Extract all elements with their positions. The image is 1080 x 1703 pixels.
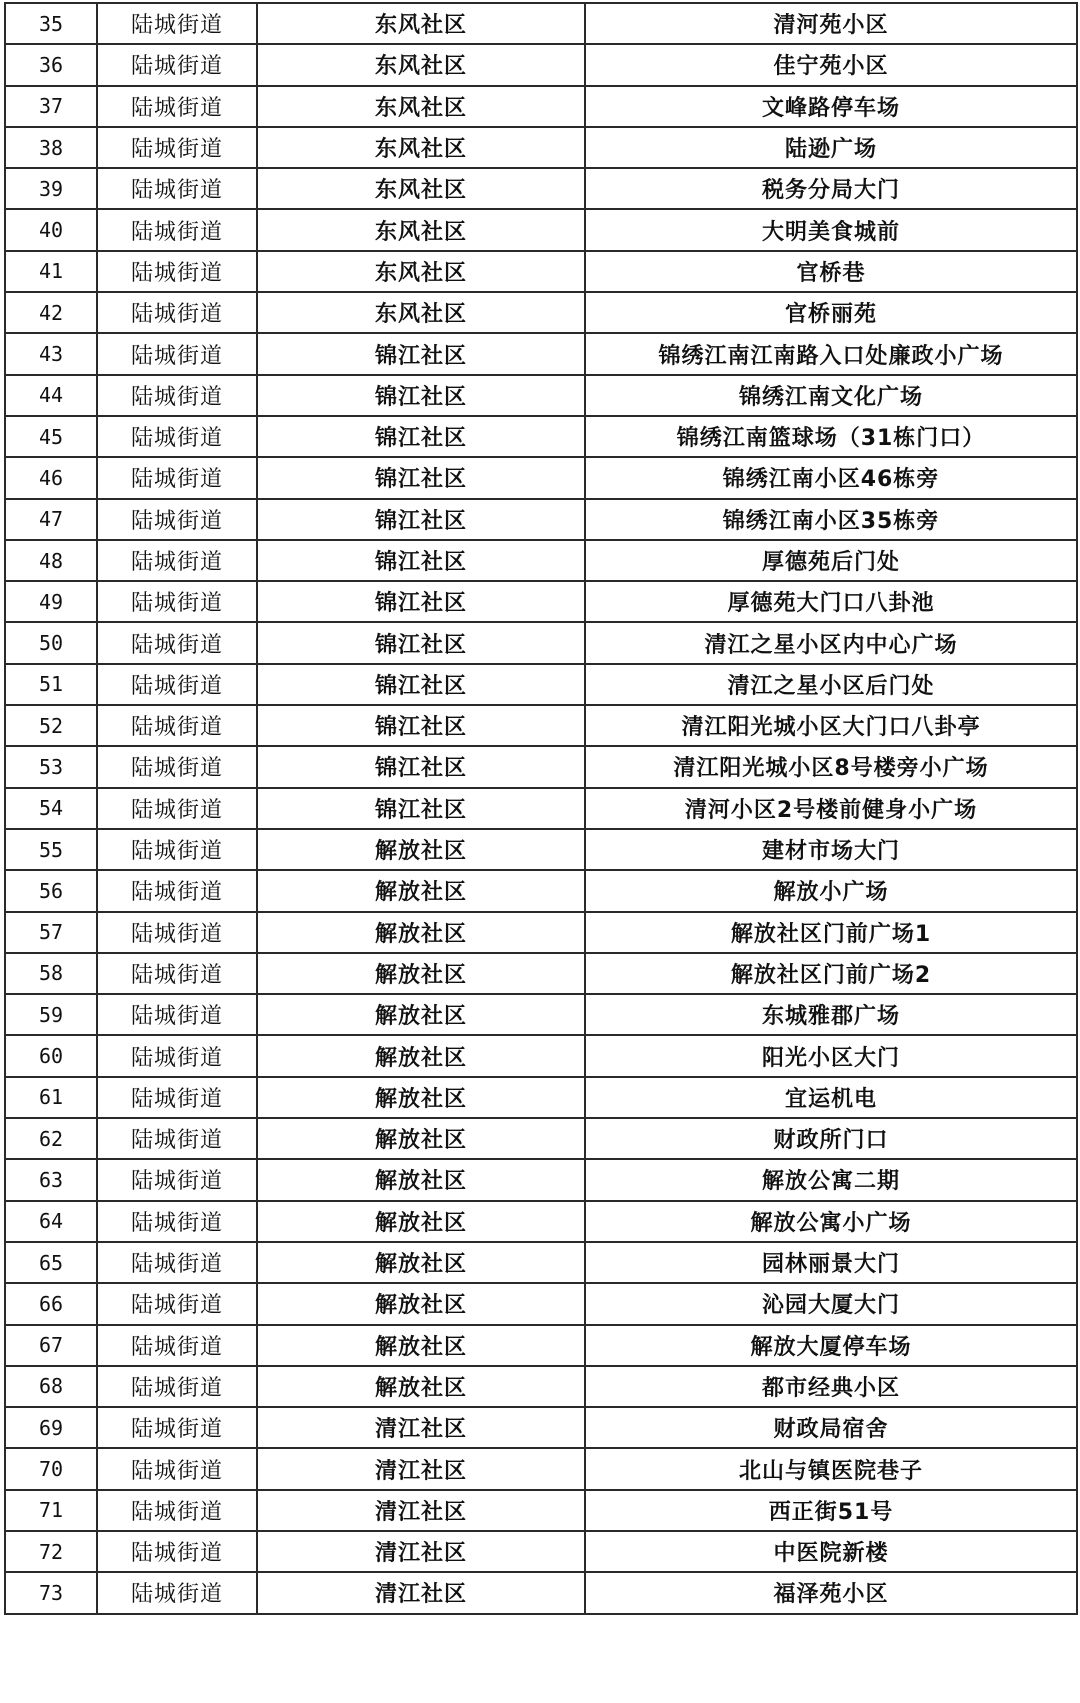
row-number-cell: 42 bbox=[5, 292, 97, 333]
community-cell: 锦江社区 bbox=[257, 705, 585, 746]
street-cell: 陆城街道 bbox=[97, 870, 257, 911]
row-number-cell: 59 bbox=[5, 994, 97, 1035]
table-row bbox=[5, 994, 1077, 1035]
location-cell: 锦绣江南小区46栋旁 bbox=[585, 457, 1077, 498]
table-row bbox=[5, 209, 1077, 250]
row-number-cell: 68 bbox=[5, 1366, 97, 1407]
table-row bbox=[5, 953, 1077, 994]
community-cell: 清江社区 bbox=[257, 1572, 585, 1613]
community-cell: 解放社区 bbox=[257, 1077, 585, 1118]
location-cell: 解放社区门前广场2 bbox=[585, 953, 1077, 994]
street-cell: 陆城街道 bbox=[97, 1035, 257, 1076]
location-cell: 文峰路停车场 bbox=[585, 86, 1077, 127]
table-row bbox=[5, 86, 1077, 127]
row-number-cell: 44 bbox=[5, 375, 97, 416]
table-row bbox=[5, 1448, 1077, 1489]
community-cell: 清江社区 bbox=[257, 1490, 585, 1531]
community-cell: 锦江社区 bbox=[257, 499, 585, 540]
location-cell: 北山与镇医院巷子 bbox=[585, 1448, 1077, 1489]
table-row bbox=[5, 788, 1077, 829]
community-cell: 解放社区 bbox=[257, 1325, 585, 1366]
location-cell: 东城雅郡广场 bbox=[585, 994, 1077, 1035]
street-cell: 陆城街道 bbox=[97, 499, 257, 540]
location-cell: 解放小广场 bbox=[585, 870, 1077, 911]
table-row bbox=[5, 375, 1077, 416]
table-row bbox=[5, 499, 1077, 540]
street-cell: 陆城街道 bbox=[97, 1201, 257, 1242]
community-cell: 东风社区 bbox=[257, 168, 585, 209]
location-cell: 清江阳光城小区8号楼旁小广场 bbox=[585, 746, 1077, 787]
street-cell: 陆城街道 bbox=[97, 705, 257, 746]
community-cell: 锦江社区 bbox=[257, 581, 585, 622]
row-number-cell: 41 bbox=[5, 251, 97, 292]
street-cell: 陆城街道 bbox=[97, 1077, 257, 1118]
community-cell: 东风社区 bbox=[257, 127, 585, 168]
row-number-cell: 58 bbox=[5, 953, 97, 994]
table-row bbox=[5, 44, 1077, 85]
row-number-cell: 62 bbox=[5, 1118, 97, 1159]
community-cell: 解放社区 bbox=[257, 1366, 585, 1407]
row-number-cell: 55 bbox=[5, 829, 97, 870]
street-cell: 陆城街道 bbox=[97, 209, 257, 250]
table-row bbox=[5, 1366, 1077, 1407]
location-cell: 解放公寓小广场 bbox=[585, 1201, 1077, 1242]
row-number-cell: 63 bbox=[5, 1159, 97, 1200]
street-cell: 陆城街道 bbox=[97, 664, 257, 705]
table-body bbox=[5, 3, 1077, 1614]
location-cell: 都市经典小区 bbox=[585, 1366, 1077, 1407]
street-cell: 陆城街道 bbox=[97, 1283, 257, 1324]
table-row bbox=[5, 1201, 1077, 1242]
street-cell: 陆城街道 bbox=[97, 86, 257, 127]
location-cell: 解放公寓二期 bbox=[585, 1159, 1077, 1200]
community-cell: 解放社区 bbox=[257, 1283, 585, 1324]
table-row bbox=[5, 1035, 1077, 1076]
location-cell: 解放社区门前广场1 bbox=[585, 912, 1077, 953]
community-cell: 解放社区 bbox=[257, 1201, 585, 1242]
community-cell: 解放社区 bbox=[257, 829, 585, 870]
street-cell: 陆城街道 bbox=[97, 1366, 257, 1407]
community-cell: 锦江社区 bbox=[257, 457, 585, 498]
community-cell: 东风社区 bbox=[257, 292, 585, 333]
community-cell: 锦江社区 bbox=[257, 664, 585, 705]
street-cell: 陆城街道 bbox=[97, 292, 257, 333]
row-number-cell: 48 bbox=[5, 540, 97, 581]
row-number-cell: 66 bbox=[5, 1283, 97, 1324]
row-number-cell: 61 bbox=[5, 1077, 97, 1118]
community-cell: 东风社区 bbox=[257, 3, 585, 44]
table-row bbox=[5, 870, 1077, 911]
location-cell: 建材市场大门 bbox=[585, 829, 1077, 870]
row-number-cell: 73 bbox=[5, 1572, 97, 1613]
table-row bbox=[5, 251, 1077, 292]
table-row bbox=[5, 1159, 1077, 1200]
row-number-cell: 36 bbox=[5, 44, 97, 85]
table-row bbox=[5, 829, 1077, 870]
community-cell: 解放社区 bbox=[257, 953, 585, 994]
community-cell: 解放社区 bbox=[257, 1159, 585, 1200]
community-cell: 锦江社区 bbox=[257, 375, 585, 416]
location-cell: 园林丽景大门 bbox=[585, 1242, 1077, 1283]
location-cell: 锦绣江南小区35栋旁 bbox=[585, 499, 1077, 540]
street-cell: 陆城街道 bbox=[97, 457, 257, 498]
row-number-cell: 65 bbox=[5, 1242, 97, 1283]
community-cell: 锦江社区 bbox=[257, 746, 585, 787]
community-cell: 东风社区 bbox=[257, 44, 585, 85]
location-cell: 解放大厦停车场 bbox=[585, 1325, 1077, 1366]
street-cell: 陆城街道 bbox=[97, 127, 257, 168]
row-number-cell: 54 bbox=[5, 788, 97, 829]
table-row bbox=[5, 127, 1077, 168]
row-number-cell: 57 bbox=[5, 912, 97, 953]
row-number-cell: 56 bbox=[5, 870, 97, 911]
community-cell: 锦江社区 bbox=[257, 333, 585, 374]
row-number-cell: 72 bbox=[5, 1531, 97, 1572]
location-cell: 财政局宿舍 bbox=[585, 1407, 1077, 1448]
table-row bbox=[5, 1242, 1077, 1283]
community-cell: 解放社区 bbox=[257, 994, 585, 1035]
street-cell: 陆城街道 bbox=[97, 994, 257, 1035]
community-cell: 锦江社区 bbox=[257, 622, 585, 663]
table-row bbox=[5, 1283, 1077, 1324]
community-cell: 清江社区 bbox=[257, 1531, 585, 1572]
row-number-cell: 51 bbox=[5, 664, 97, 705]
row-number-cell: 71 bbox=[5, 1490, 97, 1531]
location-cell: 清河小区2号楼前健身小广场 bbox=[585, 788, 1077, 829]
community-cell: 清江社区 bbox=[257, 1407, 585, 1448]
location-cell: 中医院新楼 bbox=[585, 1531, 1077, 1572]
street-cell: 陆城街道 bbox=[97, 1159, 257, 1200]
table-row bbox=[5, 912, 1077, 953]
community-cell: 解放社区 bbox=[257, 1118, 585, 1159]
community-cell: 解放社区 bbox=[257, 1035, 585, 1076]
location-cell: 清江阳光城小区大门口八卦亭 bbox=[585, 705, 1077, 746]
row-number-cell: 69 bbox=[5, 1407, 97, 1448]
row-number-cell: 40 bbox=[5, 209, 97, 250]
community-cell: 锦江社区 bbox=[257, 416, 585, 457]
table-row bbox=[5, 416, 1077, 457]
community-cell: 解放社区 bbox=[257, 912, 585, 953]
table-row bbox=[5, 746, 1077, 787]
street-cell: 陆城街道 bbox=[97, 251, 257, 292]
row-number-cell: 67 bbox=[5, 1325, 97, 1366]
table-row bbox=[5, 168, 1077, 209]
row-number-cell: 43 bbox=[5, 333, 97, 374]
street-cell: 陆城街道 bbox=[97, 1118, 257, 1159]
row-number-cell: 35 bbox=[5, 3, 97, 44]
street-cell: 陆城街道 bbox=[97, 1448, 257, 1489]
location-cell: 锦绣江南江南路入口处廉政小广场 bbox=[585, 333, 1077, 374]
row-number-cell: 60 bbox=[5, 1035, 97, 1076]
street-cell: 陆城街道 bbox=[97, 746, 257, 787]
street-cell: 陆城街道 bbox=[97, 44, 257, 85]
location-cell: 官桥丽苑 bbox=[585, 292, 1077, 333]
table-row bbox=[5, 1490, 1077, 1531]
location-table bbox=[4, 2, 1078, 1615]
row-number-cell: 53 bbox=[5, 746, 97, 787]
row-number-cell: 39 bbox=[5, 168, 97, 209]
street-cell: 陆城街道 bbox=[97, 168, 257, 209]
street-cell: 陆城街道 bbox=[97, 788, 257, 829]
row-number-cell: 70 bbox=[5, 1448, 97, 1489]
table-row bbox=[5, 1407, 1077, 1448]
table-row bbox=[5, 1531, 1077, 1572]
row-number-cell: 45 bbox=[5, 416, 97, 457]
table-row bbox=[5, 540, 1077, 581]
street-cell: 陆城街道 bbox=[97, 416, 257, 457]
street-cell: 陆城街道 bbox=[97, 1572, 257, 1613]
table-row bbox=[5, 622, 1077, 663]
location-cell: 清江之星小区内中心广场 bbox=[585, 622, 1077, 663]
street-cell: 陆城街道 bbox=[97, 1242, 257, 1283]
community-cell: 解放社区 bbox=[257, 1242, 585, 1283]
community-cell: 东风社区 bbox=[257, 86, 585, 127]
street-cell: 陆城街道 bbox=[97, 1531, 257, 1572]
community-cell: 清江社区 bbox=[257, 1448, 585, 1489]
table-row bbox=[5, 292, 1077, 333]
table-row bbox=[5, 705, 1077, 746]
street-cell: 陆城街道 bbox=[97, 953, 257, 994]
row-number-cell: 64 bbox=[5, 1201, 97, 1242]
location-cell: 税务分局大门 bbox=[585, 168, 1077, 209]
street-cell: 陆城街道 bbox=[97, 829, 257, 870]
table-row bbox=[5, 333, 1077, 374]
street-cell: 陆城街道 bbox=[97, 375, 257, 416]
street-cell: 陆城街道 bbox=[97, 1325, 257, 1366]
location-cell: 西正街51号 bbox=[585, 1490, 1077, 1531]
community-cell: 锦江社区 bbox=[257, 788, 585, 829]
location-cell: 陆逊广场 bbox=[585, 127, 1077, 168]
street-cell: 陆城街道 bbox=[97, 333, 257, 374]
table-row bbox=[5, 1572, 1077, 1613]
location-cell: 阳光小区大门 bbox=[585, 1035, 1077, 1076]
table-row bbox=[5, 1325, 1077, 1366]
location-cell: 大明美食城前 bbox=[585, 209, 1077, 250]
location-cell: 沁园大厦大门 bbox=[585, 1283, 1077, 1324]
location-cell: 宜运机电 bbox=[585, 1077, 1077, 1118]
street-cell: 陆城街道 bbox=[97, 3, 257, 44]
location-cell: 佳宁苑小区 bbox=[585, 44, 1077, 85]
table-row bbox=[5, 581, 1077, 622]
location-cell: 锦绣江南文化广场 bbox=[585, 375, 1077, 416]
table-row bbox=[5, 3, 1077, 44]
row-number-cell: 47 bbox=[5, 499, 97, 540]
community-cell: 东风社区 bbox=[257, 251, 585, 292]
community-cell: 锦江社区 bbox=[257, 540, 585, 581]
table-row bbox=[5, 664, 1077, 705]
row-number-cell: 37 bbox=[5, 86, 97, 127]
street-cell: 陆城街道 bbox=[97, 912, 257, 953]
community-cell: 东风社区 bbox=[257, 209, 585, 250]
community-cell: 解放社区 bbox=[257, 870, 585, 911]
table-row bbox=[5, 1077, 1077, 1118]
row-number-cell: 49 bbox=[5, 581, 97, 622]
row-number-cell: 46 bbox=[5, 457, 97, 498]
location-cell: 财政所门口 bbox=[585, 1118, 1077, 1159]
table-row bbox=[5, 1118, 1077, 1159]
location-cell: 福泽苑小区 bbox=[585, 1572, 1077, 1613]
row-number-cell: 38 bbox=[5, 127, 97, 168]
street-cell: 陆城街道 bbox=[97, 622, 257, 663]
location-cell: 厚德苑后门处 bbox=[585, 540, 1077, 581]
street-cell: 陆城街道 bbox=[97, 581, 257, 622]
location-cell: 清江之星小区后门处 bbox=[585, 664, 1077, 705]
location-cell: 清河苑小区 bbox=[585, 3, 1077, 44]
location-table-container bbox=[4, 2, 1076, 1615]
location-cell: 官桥巷 bbox=[585, 251, 1077, 292]
street-cell: 陆城街道 bbox=[97, 1490, 257, 1531]
location-cell: 锦绣江南篮球场（31栋门口） bbox=[585, 416, 1077, 457]
street-cell: 陆城街道 bbox=[97, 540, 257, 581]
street-cell: 陆城街道 bbox=[97, 1407, 257, 1448]
location-cell: 厚德苑大门口八卦池 bbox=[585, 581, 1077, 622]
row-number-cell: 50 bbox=[5, 622, 97, 663]
table-row bbox=[5, 457, 1077, 498]
row-number-cell: 52 bbox=[5, 705, 97, 746]
